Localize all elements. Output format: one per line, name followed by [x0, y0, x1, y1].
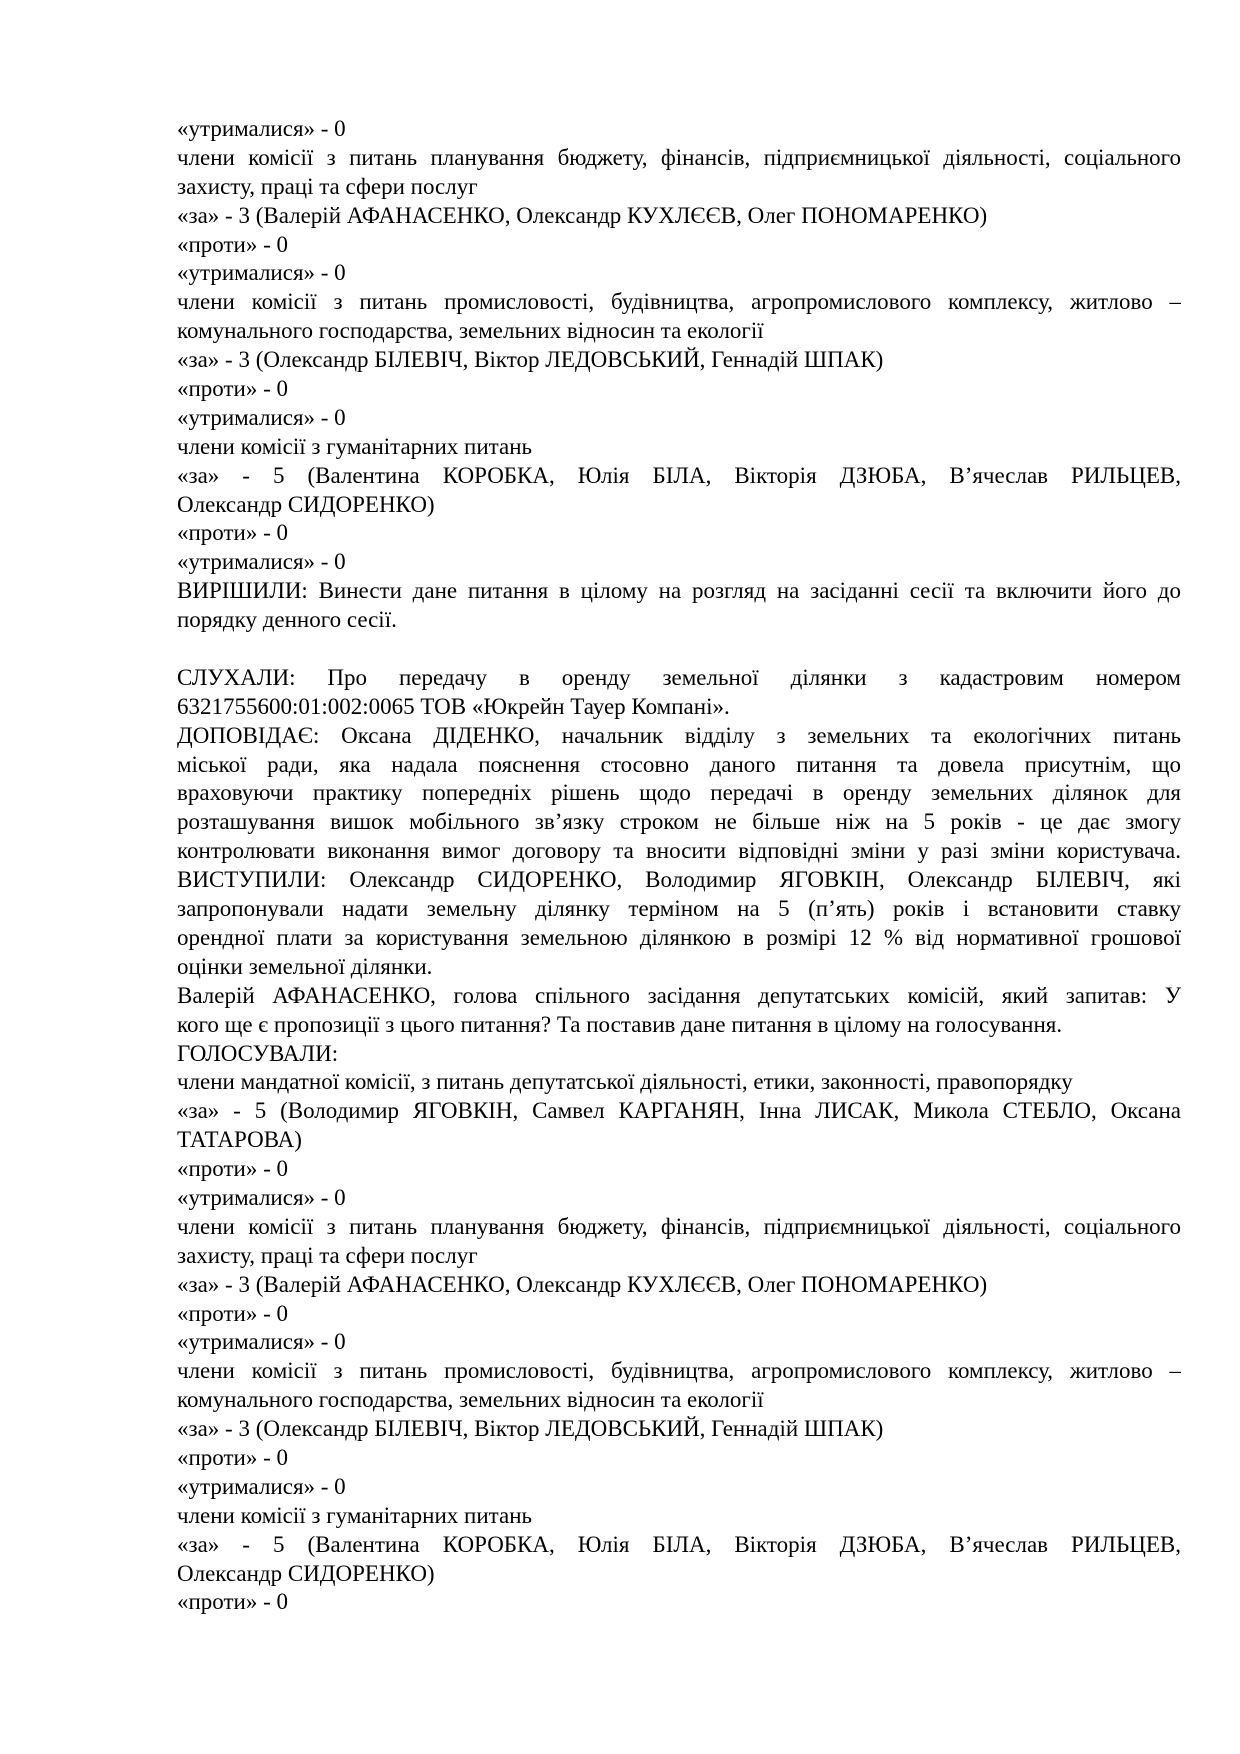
text-line: члени комісії з питань планування бюджету, фінансів, підприємницької діяльності, соціального — [177, 144, 1181, 170]
text-line: захисту, праці та сфери послуг — [177, 1242, 478, 1268]
text-line: ДОПОВІДАЄ: Оксана ДІДЕНКО, начальник відділу з земельних та екологічних питань — [177, 722, 1181, 748]
text-line: СЛУХАЛИ: Про передачу в оренду земельної ділянки з кадастровим номером — [177, 664, 1181, 690]
text-line: Валерій АФАНАСЕНКО, голова спільного засідання депутатських комісій, який запитав: У — [177, 982, 1181, 1008]
text-line: ВИСТУПИЛИ: Олександр СИДОРЕНКО, Володимир ЯГОВКІН, Олександр БІЛЕВІЧ, які — [177, 867, 1181, 893]
text-line: «утрималися» - 0 — [177, 404, 346, 430]
text-line: Олександр СИДОРЕНКО) — [177, 1560, 435, 1586]
text-line: члени комісії з гуманітарних питань — [177, 1502, 533, 1528]
text-line: Олександр СИДОРЕНКО) — [177, 491, 435, 517]
text-line: «проти» - 0 — [177, 1300, 289, 1326]
text-line: ГОЛОСУВАЛИ: — [177, 1040, 339, 1066]
text-line: комунального господарства, земельних відносин та екології — [177, 1387, 764, 1413]
text-line: «проти» - 0 — [177, 520, 289, 546]
text-line: розташування вишок мобільного зв’язку строком не більше ніж на 5 років - це дає змогу — [177, 809, 1181, 835]
text-line: «утрималися» - 0 — [177, 1184, 346, 1210]
text-line: члени комісії з питань промисловості, будівництва, агропромислового комплексу, житлово – — [177, 289, 1181, 315]
text-line: «за» - 3 (Валерій АФАНАСЕНКО, Олександр КУХЛЄЄВ, Олег ПОНОМАРЕНКО) — [177, 1271, 988, 1297]
text-line: міської ради, яка надала пояснення стосовно даного питання та довела присутнім, що — [177, 751, 1181, 777]
text-line: комунального господарства, земельних відносин та екології — [177, 318, 764, 344]
text-line: «проти» - 0 — [177, 231, 289, 257]
text-line: «за» - 3 (Олександр БІЛЕВІЧ, Віктор ЛЕДОВСЬКИЙ, Геннадій ШПАК) — [177, 347, 884, 373]
text-line: «проти» - 0 — [177, 1444, 289, 1470]
text-line: запропонували надати земельну ділянку терміном на 5 (п’ять) років і встановити ставку — [177, 896, 1181, 922]
text-line: члени комісії з питань промисловості, будівництва, агропромислового комплексу, житлово – — [177, 1358, 1181, 1384]
text-line: «утрималися» - 0 — [177, 1329, 346, 1355]
text-line: «за» - 3 (Валерій АФАНАСЕНКО, Олександр КУХЛЄЄВ, Олег ПОНОМАРЕНКО) — [177, 202, 988, 228]
text-line: члени комісії з гуманітарних питань — [177, 433, 533, 459]
blank-line — [177, 635, 1181, 664]
text-line: «утрималися» - 0 — [177, 549, 346, 575]
text-line: ТАТАРОВА) — [177, 1127, 302, 1153]
text-line: «проти» - 0 — [177, 1589, 289, 1615]
text-line: «проти» - 0 — [177, 376, 289, 402]
text-line: захисту, праці та сфери послуг — [177, 173, 478, 199]
text-line: контролювати виконання вимог договору та вносити відповідні зміни у разі зміни користувача. — [177, 838, 1181, 864]
text-line: 6321755600:01:002:0065 ТОВ «Юкрейн Тауер Компані». — [177, 693, 730, 719]
text-line: «за» - 5 (Валентина КОРОБКА, Юлія БІЛА, Вікторія ДЗЮБА, В’ячеслав РИЛЬЦЕВ, — [177, 1531, 1181, 1557]
text-line: «за» - 5 (Володимир ЯГОВКІН, Самвел КАРГАНЯН, Інна ЛИСАК, Микола СТЕБЛО, Оксана — [177, 1098, 1181, 1124]
document-page — [177, 115, 1181, 1617]
text-line: «утрималися» - 0 — [177, 1473, 346, 1499]
text-line: ВИРІШИЛИ: Винести дане питання в цілому на розгляд на засіданні сесії та включити його до — [177, 578, 1181, 604]
text-line: «утрималися» - 0 — [177, 116, 346, 141]
text-line: враховуючи практику попередніх рішень щодо передачі в оренду земельних ділянок для — [177, 780, 1181, 806]
text-line: «за» - 5 (Валентина КОРОБКА, Юлія БІЛА, Вікторія ДЗЮБА, В’ячеслав РИЛЬЦЕВ, — [177, 462, 1181, 488]
text-line: орендної плати за користування земельною ділянкою в розмірі 12 % від нормативної грошової — [177, 924, 1181, 950]
text-line: «за» - 3 (Олександр БІЛЕВІЧ, Віктор ЛЕДОВСЬКИЙ, Геннадій ШПАК) — [177, 1416, 884, 1442]
text-line: члени комісії з питань планування бюджету, фінансів, підприємницької діяльності, соціального — [177, 1213, 1181, 1239]
text-line: «утрималися» - 0 — [177, 260, 346, 286]
text-line: кого ще є пропозиції з цього питання? Та поставив дане питання в цілому на голосування. — [177, 1011, 1063, 1037]
text-line: «проти» - 0 — [177, 1156, 289, 1182]
text-line: порядку денного сесії. — [177, 607, 397, 633]
text-line: оцінки земельної ділянки. — [177, 953, 433, 979]
text-line: члени мандатної комісії, з питань депутатської діяльності, етики, законності, правопорядку — [177, 1069, 1073, 1095]
